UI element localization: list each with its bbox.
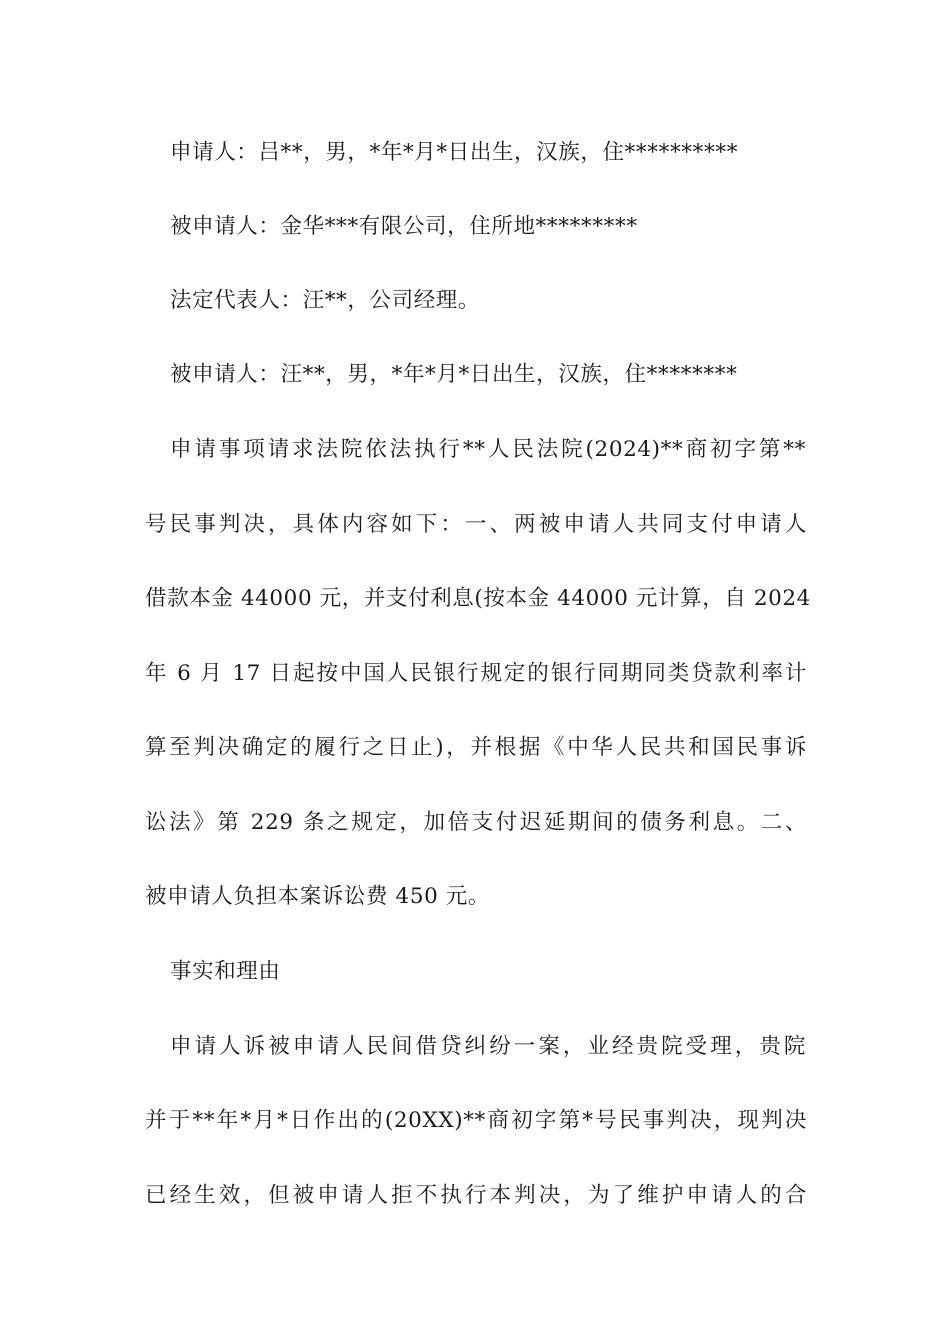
request-paragraph-line-1: 申请事项请求法院依法执行**人民法院(2024)**商初字第**: [170, 437, 806, 462]
applicant-line: 申请人：吕**，男，*年*月*日出生，汉族，住**********: [170, 140, 739, 165]
facts-paragraph-line-3: 已经生效，但被申请人拒不执行本判决，为了维护申请人的合: [145, 1183, 807, 1208]
facts-and-reasons-heading: 事实和理由: [170, 959, 281, 984]
request-paragraph-line-6: 讼法》第 229 条之规定，加倍支付迟延期间的债务利息。二、: [145, 810, 807, 835]
facts-paragraph-line-1: 申请人诉被申请人民间借贷纠纷一案，业经贵院受理，贵院: [170, 1034, 806, 1059]
request-paragraph-line-5: 算至判决确定的履行之日止)，并根据《中华人民共和国民事诉: [145, 735, 807, 760]
legal-representative-line: 法定代表人：汪**，公司经理。: [170, 288, 481, 313]
respondent-company-line: 被申请人：金华***有限公司，住所地*********: [170, 214, 638, 239]
request-paragraph-line-4: 年 6 月 17 日起按中国人民银行规定的银行同期同类贷款利率计: [145, 661, 807, 686]
request-paragraph-line-2: 号民事判决，具体内容如下：一、两被申请人共同支付申请人: [145, 512, 807, 537]
facts-paragraph-line-2: 并于**年*月*日作出的(20XX)**商初字第*号民事判决，现判决: [145, 1108, 807, 1133]
request-paragraph-line-3: 借款本金 44000 元，并支付利息(按本金 44000 元计算，自 2024: [145, 586, 811, 611]
request-paragraph-line-7: 被申请人负担本案诉讼费 450 元。: [145, 884, 491, 909]
respondent-person-line: 被申请人：汪**，男，*年*月*日出生，汉族，住********: [170, 362, 738, 387]
